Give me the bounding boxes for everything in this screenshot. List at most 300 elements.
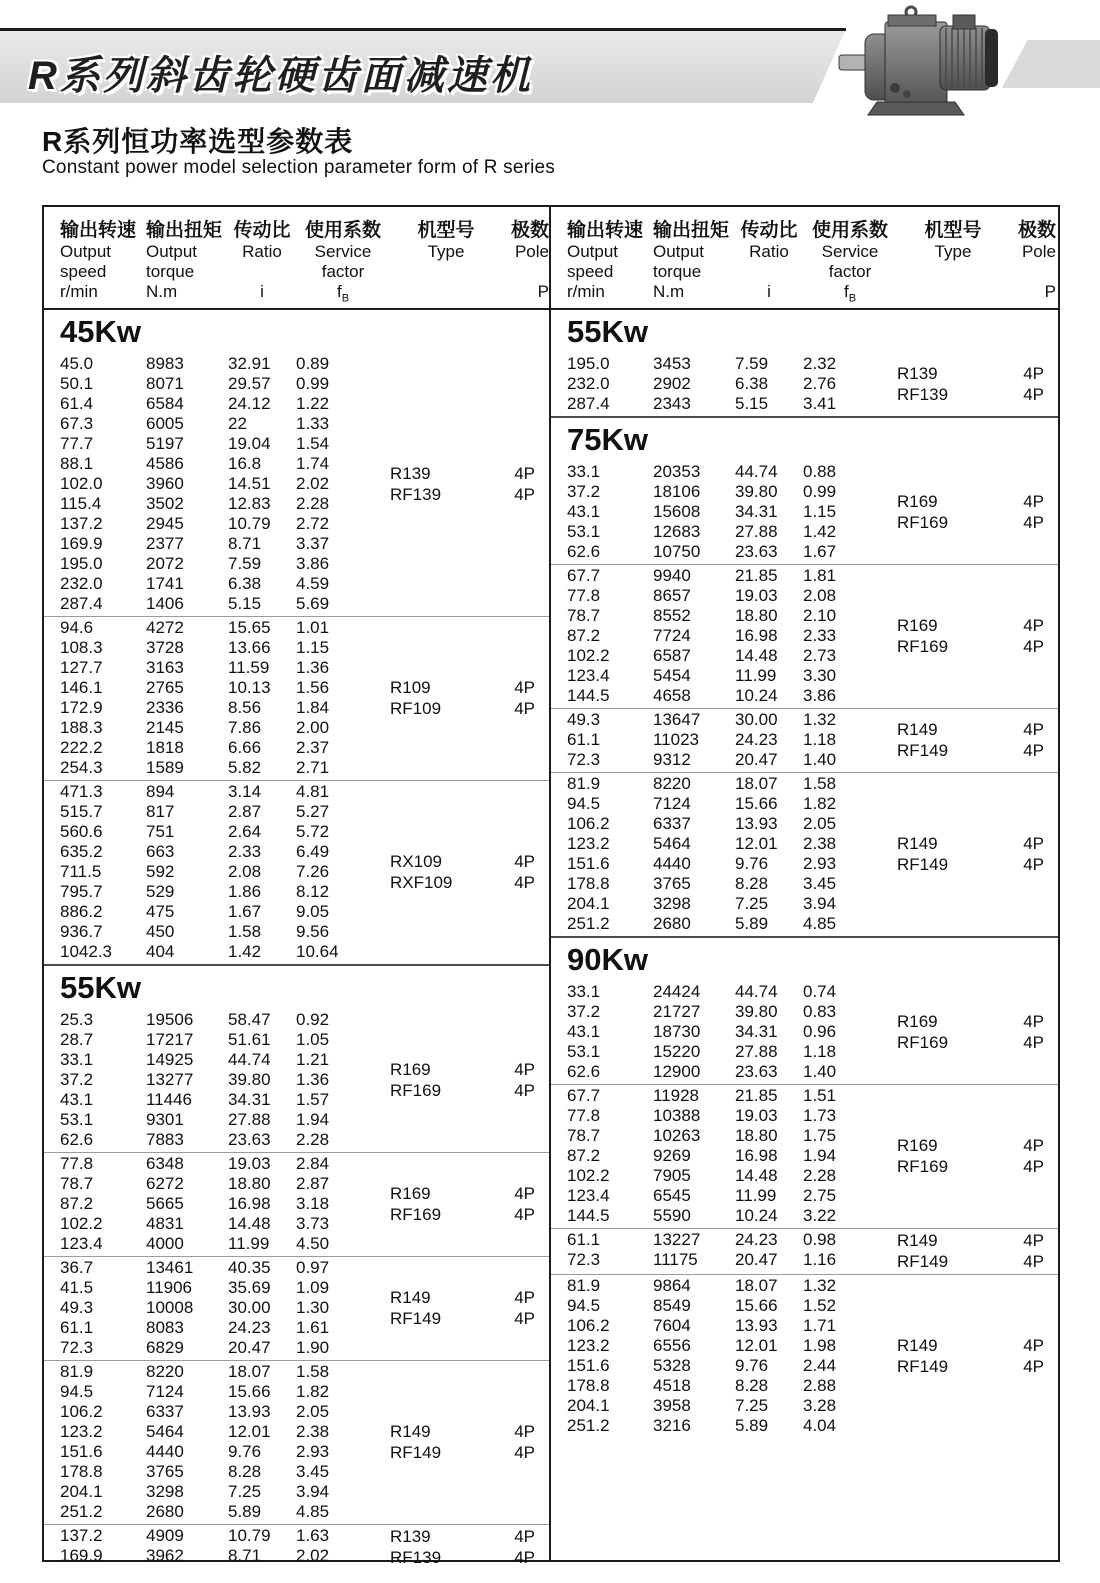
output-speed-cell: 78.7 bbox=[567, 1126, 601, 1145]
model-block bbox=[551, 1228, 1058, 1274]
service-factor-cell: 2.02 bbox=[296, 474, 330, 493]
service-factor-cell: 0.97 bbox=[296, 1258, 330, 1277]
ratio-cell: 13.93 bbox=[735, 1316, 778, 1335]
model-block bbox=[44, 1009, 549, 1152]
output-speed-cell: 81.9 bbox=[60, 1362, 94, 1381]
service-factor-cell: 2.00 bbox=[296, 718, 330, 737]
service-factor-cell: 3.73 bbox=[296, 1214, 330, 1233]
output-speed-cell: 178.8 bbox=[60, 1462, 103, 1481]
type-label: R149 bbox=[897, 720, 938, 739]
output-torque-cell: 6337 bbox=[146, 1402, 184, 1421]
output-speed-cell: 102.2 bbox=[567, 646, 610, 665]
table-row bbox=[60, 1318, 390, 1338]
table-row bbox=[567, 1022, 897, 1042]
output-speed-cell: 37.2 bbox=[567, 1002, 601, 1021]
output-speed-cell: 67.3 bbox=[60, 414, 94, 433]
ratio-cell: 16.8 bbox=[228, 454, 262, 473]
block-rows bbox=[567, 1230, 897, 1272]
type-label: RF149 bbox=[390, 1309, 442, 1328]
ratio-cell: 1.67 bbox=[228, 902, 262, 921]
header-en-line bbox=[502, 262, 549, 282]
service-factor-cell: 4.50 bbox=[296, 1234, 330, 1253]
service-factor-cell: 1.33 bbox=[296, 414, 330, 433]
output-speed-cell: 78.7 bbox=[567, 606, 601, 625]
table-row bbox=[567, 982, 897, 1002]
header-col-type bbox=[897, 219, 1009, 308]
output-torque-cell: 3765 bbox=[653, 874, 691, 893]
header-en-line: factor bbox=[321, 262, 365, 281]
service-factor-cell: 6.49 bbox=[296, 842, 330, 861]
table-row bbox=[567, 522, 897, 542]
output-speed-cell: 49.3 bbox=[60, 1298, 94, 1317]
pole-cell bbox=[1002, 774, 1044, 934]
output-torque-cell: 13277 bbox=[146, 1070, 194, 1089]
table-row bbox=[60, 1174, 390, 1194]
output-speed-cell: 77.8 bbox=[60, 1154, 94, 1173]
output-speed-cell: 106.2 bbox=[60, 1402, 103, 1421]
output-torque-cell: 4831 bbox=[146, 1214, 184, 1233]
header-zh-label: 机型号 bbox=[924, 220, 982, 241]
output-speed-cell: 287.4 bbox=[567, 394, 610, 413]
header-unit: $f_B$ bbox=[336, 282, 350, 305]
ratio-cell: 15.65 bbox=[228, 618, 271, 637]
output-speed-cell: 635.2 bbox=[60, 842, 103, 861]
table-row bbox=[567, 750, 897, 770]
page-subtitle: Constant power model selection parameter form of R series bbox=[42, 157, 556, 178]
service-factor-cell: 7.26 bbox=[296, 862, 330, 881]
header-zh-label: 输出扭矩 bbox=[146, 220, 223, 241]
ratio-cell: 10.79 bbox=[228, 514, 271, 533]
output-speed-cell: 204.1 bbox=[60, 1482, 103, 1501]
output-torque-cell: 2765 bbox=[146, 678, 184, 697]
service-factor-cell: 1.52 bbox=[803, 1296, 837, 1315]
output-torque-cell: 5464 bbox=[653, 834, 691, 853]
pole-cell bbox=[493, 618, 535, 778]
ratio-cell: 5.89 bbox=[228, 1502, 262, 1521]
service-factor-cell: 1.82 bbox=[296, 1382, 330, 1401]
type-label: RF149 bbox=[897, 1252, 949, 1271]
output-speed-cell: 127.7 bbox=[60, 658, 103, 677]
table-row bbox=[60, 1502, 390, 1522]
output-torque-cell: 17217 bbox=[146, 1030, 194, 1049]
pole-label: 4P bbox=[1023, 616, 1044, 635]
ratio-cell: 7.59 bbox=[228, 554, 262, 573]
power-section-title: 55Kw bbox=[567, 314, 648, 349]
output-torque-cell: 5590 bbox=[653, 1206, 691, 1225]
table-row bbox=[60, 882, 390, 902]
output-speed-cell: 49.3 bbox=[567, 710, 601, 729]
output-speed-cell: 886.2 bbox=[60, 902, 103, 921]
ratio-cell: 8.71 bbox=[228, 534, 262, 553]
output-speed-cell: 102.0 bbox=[60, 474, 103, 493]
service-factor-cell: 3.86 bbox=[803, 686, 837, 705]
output-speed-cell: 88.1 bbox=[60, 454, 94, 473]
power-section bbox=[551, 310, 1058, 416]
service-factor-cell: 3.28 bbox=[803, 1396, 837, 1415]
header-col-output bbox=[653, 219, 735, 308]
power-section bbox=[44, 964, 549, 1570]
table-row bbox=[60, 1130, 390, 1150]
service-factor-cell: 1.36 bbox=[296, 1070, 330, 1089]
model-block bbox=[44, 780, 549, 964]
service-factor-cell: 2.28 bbox=[803, 1166, 837, 1185]
ratio-cell: 5.89 bbox=[735, 914, 769, 933]
pole-label: 4P bbox=[514, 1422, 535, 1441]
table-row bbox=[60, 454, 390, 474]
table-row bbox=[60, 1030, 390, 1050]
pole-cell bbox=[1002, 1230, 1044, 1272]
output-speed-cell: 144.5 bbox=[567, 686, 610, 705]
output-torque-cell: 24424 bbox=[653, 982, 701, 1001]
table-row bbox=[60, 494, 390, 514]
ratio-cell: 6.38 bbox=[735, 374, 769, 393]
service-factor-cell: 1.84 bbox=[296, 698, 330, 717]
output-speed-cell: 144.5 bbox=[567, 1206, 610, 1225]
pole-label: 4P bbox=[1023, 385, 1044, 404]
service-factor-cell: 8.12 bbox=[296, 882, 330, 901]
service-factor-cell: 3.22 bbox=[803, 1206, 837, 1225]
service-factor-cell: 1.30 bbox=[296, 1298, 330, 1317]
pole-label: 4P bbox=[1023, 1231, 1044, 1250]
output-torque-cell: 8220 bbox=[653, 774, 691, 793]
header-zh-label: 使用系数 bbox=[811, 220, 888, 241]
output-torque-cell: 7604 bbox=[653, 1316, 691, 1335]
service-factor-cell: 4.04 bbox=[803, 1416, 837, 1435]
output-torque-cell: 9301 bbox=[146, 1110, 184, 1129]
output-speed-cell: 106.2 bbox=[567, 1316, 610, 1335]
output-torque-cell: 3216 bbox=[653, 1416, 691, 1435]
service-factor-cell: 0.89 bbox=[296, 354, 330, 373]
output-torque-cell: 5665 bbox=[146, 1194, 184, 1213]
service-factor-cell: 5.27 bbox=[296, 802, 330, 821]
output-torque-cell: 817 bbox=[146, 802, 175, 821]
header-col-type bbox=[390, 219, 502, 308]
block-rows bbox=[60, 1362, 390, 1522]
service-factor-cell: 0.96 bbox=[803, 1022, 837, 1041]
output-speed-cell: 515.7 bbox=[60, 802, 103, 821]
table-row bbox=[567, 1062, 897, 1082]
output-speed-cell: 61.1 bbox=[60, 1318, 94, 1337]
service-factor-cell: 10.64 bbox=[296, 942, 339, 961]
output-torque-cell: 11175 bbox=[653, 1250, 698, 1269]
ratio-cell: 16.98 bbox=[228, 1194, 271, 1213]
service-factor-cell: 1.58 bbox=[296, 1362, 330, 1381]
table-row bbox=[567, 1126, 897, 1146]
table-row bbox=[567, 1336, 897, 1356]
header-col-ratio bbox=[228, 219, 296, 308]
output-speed-cell: 123.4 bbox=[60, 1234, 103, 1253]
pole-label: 4P bbox=[1023, 855, 1044, 874]
pole-cell bbox=[1002, 1276, 1044, 1436]
output-torque-cell: 4518 bbox=[653, 1376, 691, 1395]
ratio-cell: 6.66 bbox=[228, 738, 262, 757]
ratio-cell: 5.15 bbox=[228, 594, 262, 613]
output-speed-cell: 77.7 bbox=[60, 434, 94, 453]
service-factor-cell: 1.05 bbox=[296, 1030, 330, 1049]
ratio-cell: 24.23 bbox=[735, 1230, 778, 1249]
block-rows bbox=[60, 1258, 390, 1358]
model-block bbox=[44, 616, 549, 780]
output-speed-cell: 204.1 bbox=[567, 894, 610, 913]
table-row bbox=[567, 730, 897, 750]
header-en-line bbox=[390, 262, 502, 282]
output-torque-cell: 6545 bbox=[653, 1186, 691, 1205]
table-row bbox=[60, 758, 390, 778]
type-cell bbox=[897, 566, 1002, 706]
table-left-half bbox=[44, 207, 551, 1567]
table-row bbox=[60, 802, 390, 822]
ratio-cell: 8.71 bbox=[228, 1546, 262, 1565]
output-torque-cell: 1406 bbox=[146, 594, 184, 613]
ratio-cell: 11.99 bbox=[735, 1186, 777, 1205]
pole-cell bbox=[493, 1154, 535, 1254]
block-rows bbox=[60, 1526, 390, 1568]
output-torque-cell: 2343 bbox=[653, 394, 691, 413]
type-cell bbox=[390, 354, 493, 614]
table-row bbox=[60, 554, 390, 574]
output-speed-cell: 28.7 bbox=[60, 1030, 94, 1049]
pole-cell bbox=[493, 1258, 535, 1358]
type-label: R169 bbox=[897, 492, 938, 511]
output-speed-cell: 43.1 bbox=[60, 1090, 94, 1109]
ratio-cell: 44.74 bbox=[228, 1050, 271, 1069]
type-cell bbox=[390, 1526, 493, 1568]
ratio-cell: 1.42 bbox=[228, 942, 262, 961]
gear-motor-image bbox=[825, 2, 1005, 127]
output-torque-cell: 4000 bbox=[146, 1234, 184, 1253]
block-rows bbox=[567, 774, 897, 934]
type-cell bbox=[390, 1258, 493, 1358]
output-torque-cell: 4440 bbox=[653, 854, 691, 873]
output-torque-cell: 2072 bbox=[146, 554, 184, 573]
output-torque-cell: 450 bbox=[146, 922, 175, 941]
service-factor-cell: 4.59 bbox=[296, 574, 330, 593]
service-factor-cell: 2.87 bbox=[296, 1174, 330, 1193]
type-label: RF149 bbox=[390, 1443, 442, 1462]
table-row bbox=[60, 698, 390, 718]
ratio-cell: 9.76 bbox=[228, 1442, 262, 1461]
table-row bbox=[567, 374, 897, 394]
model-block bbox=[44, 1256, 549, 1360]
header-zh-label: 传动比 bbox=[233, 220, 291, 241]
model-block bbox=[551, 353, 1058, 416]
pole-label: 4P bbox=[1023, 513, 1044, 532]
table-row bbox=[60, 1338, 390, 1358]
output-torque-cell: 4909 bbox=[146, 1526, 184, 1545]
output-speed-cell: 169.9 bbox=[60, 1546, 103, 1565]
service-factor-cell: 3.86 bbox=[296, 554, 330, 573]
table-row bbox=[567, 542, 897, 562]
output-torque-cell: 14925 bbox=[146, 1050, 194, 1069]
type-label: RF169 bbox=[897, 513, 949, 532]
ratio-cell: 16.98 bbox=[735, 1146, 778, 1165]
ratio-cell: 20.47 bbox=[228, 1338, 271, 1357]
header-en-line bbox=[228, 262, 296, 282]
header-en-line: factor bbox=[828, 262, 872, 281]
pole-label: 4P bbox=[1023, 1336, 1044, 1355]
type-label: R169 bbox=[897, 1012, 938, 1031]
output-speed-cell: 87.2 bbox=[567, 626, 601, 645]
output-torque-cell: 2336 bbox=[146, 698, 184, 717]
output-torque-cell: 11906 bbox=[146, 1278, 193, 1297]
output-torque-cell: 19506 bbox=[146, 1010, 194, 1029]
output-torque-cell: 5464 bbox=[146, 1422, 184, 1441]
table-row bbox=[60, 1214, 390, 1234]
output-speed-cell: 72.3 bbox=[567, 1250, 601, 1269]
header-unit: r/min bbox=[567, 282, 605, 301]
service-factor-cell: 0.92 bbox=[296, 1010, 330, 1029]
header-unit: i bbox=[260, 282, 264, 301]
header-en-line bbox=[1009, 262, 1056, 282]
pole-label: 4P bbox=[1023, 741, 1044, 760]
output-speed-cell: 67.7 bbox=[567, 1086, 601, 1105]
output-speed-cell: 151.6 bbox=[60, 1442, 103, 1461]
table-row bbox=[567, 1296, 897, 1316]
table-row bbox=[567, 502, 897, 522]
output-torque-cell: 10388 bbox=[653, 1106, 701, 1125]
service-factor-cell: 3.94 bbox=[296, 1482, 330, 1501]
page-title: R系列恒功率选型参数表 bbox=[42, 126, 354, 157]
ratio-cell: 16.98 bbox=[735, 626, 778, 645]
output-torque-cell: 4586 bbox=[146, 454, 184, 473]
output-speed-cell: 146.1 bbox=[60, 678, 103, 697]
table-row bbox=[60, 1526, 390, 1546]
output-speed-cell: 178.8 bbox=[567, 1376, 610, 1395]
ratio-cell: 11.99 bbox=[228, 1234, 270, 1253]
output-torque-cell: 4272 bbox=[146, 618, 184, 637]
pole-label: 4P bbox=[514, 1443, 535, 1462]
output-speed-cell: 137.2 bbox=[60, 1526, 103, 1545]
ratio-cell: 23.63 bbox=[735, 1062, 778, 1081]
header-unit: $f_B$ bbox=[843, 282, 857, 305]
header-col-pole bbox=[502, 219, 549, 308]
type-cell bbox=[897, 1086, 1002, 1226]
output-speed-cell: 77.8 bbox=[567, 586, 601, 605]
output-torque-cell: 10750 bbox=[653, 542, 701, 561]
table-row bbox=[60, 354, 390, 374]
service-factor-cell: 2.44 bbox=[803, 1356, 837, 1375]
model-block bbox=[44, 353, 549, 616]
output-speed-cell: 94.5 bbox=[567, 794, 601, 813]
ratio-cell: 3.14 bbox=[228, 782, 262, 801]
table-row bbox=[60, 862, 390, 882]
table-row bbox=[60, 1070, 390, 1090]
output-torque-cell: 9940 bbox=[653, 566, 691, 585]
service-factor-cell: 2.38 bbox=[296, 1422, 330, 1441]
table-row bbox=[60, 1154, 390, 1174]
output-torque-cell: 5197 bbox=[146, 434, 184, 453]
service-factor-cell: 2.33 bbox=[803, 626, 837, 645]
model-block bbox=[551, 564, 1058, 708]
output-speed-cell: 251.2 bbox=[60, 1502, 103, 1521]
service-factor-cell: 1.16 bbox=[803, 1250, 837, 1269]
type-label: RF149 bbox=[897, 1357, 949, 1376]
header-en-line: Pole bbox=[1021, 242, 1056, 261]
output-speed-cell: 560.6 bbox=[60, 822, 103, 841]
output-torque-cell: 7905 bbox=[653, 1166, 691, 1185]
banner-right-parallelogram bbox=[1002, 40, 1100, 88]
output-torque-cell: 6005 bbox=[146, 414, 184, 433]
table-row bbox=[567, 1186, 897, 1206]
output-speed-cell: 87.2 bbox=[60, 1194, 94, 1213]
ratio-cell: 15.66 bbox=[228, 1382, 271, 1401]
output-torque-cell: 1741 bbox=[146, 574, 184, 593]
type-label: R169 bbox=[897, 1136, 938, 1155]
table-row bbox=[567, 1002, 897, 1022]
service-factor-cell: 2.38 bbox=[803, 834, 837, 853]
header-en-line: Type bbox=[427, 242, 465, 261]
table-row bbox=[567, 854, 897, 874]
table-row bbox=[567, 834, 897, 854]
ratio-cell: 18.80 bbox=[735, 1126, 778, 1145]
ratio-cell: 12.83 bbox=[228, 494, 271, 513]
type-label: R149 bbox=[390, 1422, 431, 1441]
output-speed-cell: 94.6 bbox=[60, 618, 94, 637]
table-row bbox=[60, 1234, 390, 1254]
table-row bbox=[60, 1482, 390, 1502]
output-speed-cell: 77.8 bbox=[567, 1106, 601, 1125]
table-row bbox=[567, 1086, 897, 1106]
ratio-cell: 30.00 bbox=[228, 1298, 271, 1317]
service-factor-cell: 1.94 bbox=[803, 1146, 837, 1165]
output-torque-cell: 13461 bbox=[146, 1258, 194, 1277]
type-label: RF169 bbox=[897, 1157, 949, 1176]
output-speed-cell: 61.4 bbox=[60, 394, 94, 413]
output-torque-cell: 3502 bbox=[146, 494, 184, 513]
type-label: RF139 bbox=[390, 485, 442, 504]
ratio-cell: 40.35 bbox=[228, 1258, 271, 1277]
table-row bbox=[567, 354, 897, 374]
ratio-cell: 27.88 bbox=[228, 1110, 271, 1129]
output-torque-cell: 11023 bbox=[653, 730, 700, 749]
service-factor-cell: 3.45 bbox=[803, 874, 837, 893]
output-torque-cell: 3962 bbox=[146, 1546, 184, 1565]
output-torque-cell: 2377 bbox=[146, 534, 184, 553]
ratio-cell: 10.24 bbox=[735, 686, 778, 705]
service-factor-cell: 9.56 bbox=[296, 922, 330, 941]
ratio-cell: 39.80 bbox=[735, 1002, 778, 1021]
ratio-cell: 39.80 bbox=[735, 482, 778, 501]
table-row bbox=[60, 474, 390, 494]
service-factor-cell: 0.99 bbox=[296, 374, 330, 393]
service-factor-cell: 2.93 bbox=[803, 854, 837, 873]
service-factor-cell: 9.05 bbox=[296, 902, 330, 921]
output-torque-cell: 18730 bbox=[653, 1022, 701, 1041]
service-factor-cell: 3.18 bbox=[296, 1194, 330, 1213]
block-rows bbox=[60, 1010, 390, 1150]
output-torque-cell: 10008 bbox=[146, 1298, 194, 1317]
pole-label: 4P bbox=[514, 873, 535, 892]
header-en-line: Output bbox=[146, 242, 198, 261]
service-factor-cell: 1.63 bbox=[296, 1526, 330, 1545]
pole-cell bbox=[1002, 354, 1044, 414]
pole-label: 4P bbox=[514, 485, 535, 504]
block-rows bbox=[567, 566, 897, 706]
table-row bbox=[567, 1356, 897, 1376]
pole-label: 4P bbox=[1023, 1357, 1044, 1376]
table-row bbox=[567, 462, 897, 482]
type-cell bbox=[390, 1362, 493, 1522]
service-factor-cell: 1.18 bbox=[803, 1042, 837, 1061]
power-section-title: 55Kw bbox=[60, 970, 141, 1005]
ratio-cell: 19.04 bbox=[228, 434, 271, 453]
ratio-cell: 18.07 bbox=[735, 1276, 778, 1295]
output-speed-cell: 53.1 bbox=[567, 522, 601, 541]
output-speed-cell: 43.1 bbox=[567, 1022, 601, 1041]
ratio-cell: 8.56 bbox=[228, 698, 262, 717]
ratio-cell: 34.31 bbox=[735, 502, 778, 521]
pole-label: 4P bbox=[1023, 1033, 1044, 1052]
